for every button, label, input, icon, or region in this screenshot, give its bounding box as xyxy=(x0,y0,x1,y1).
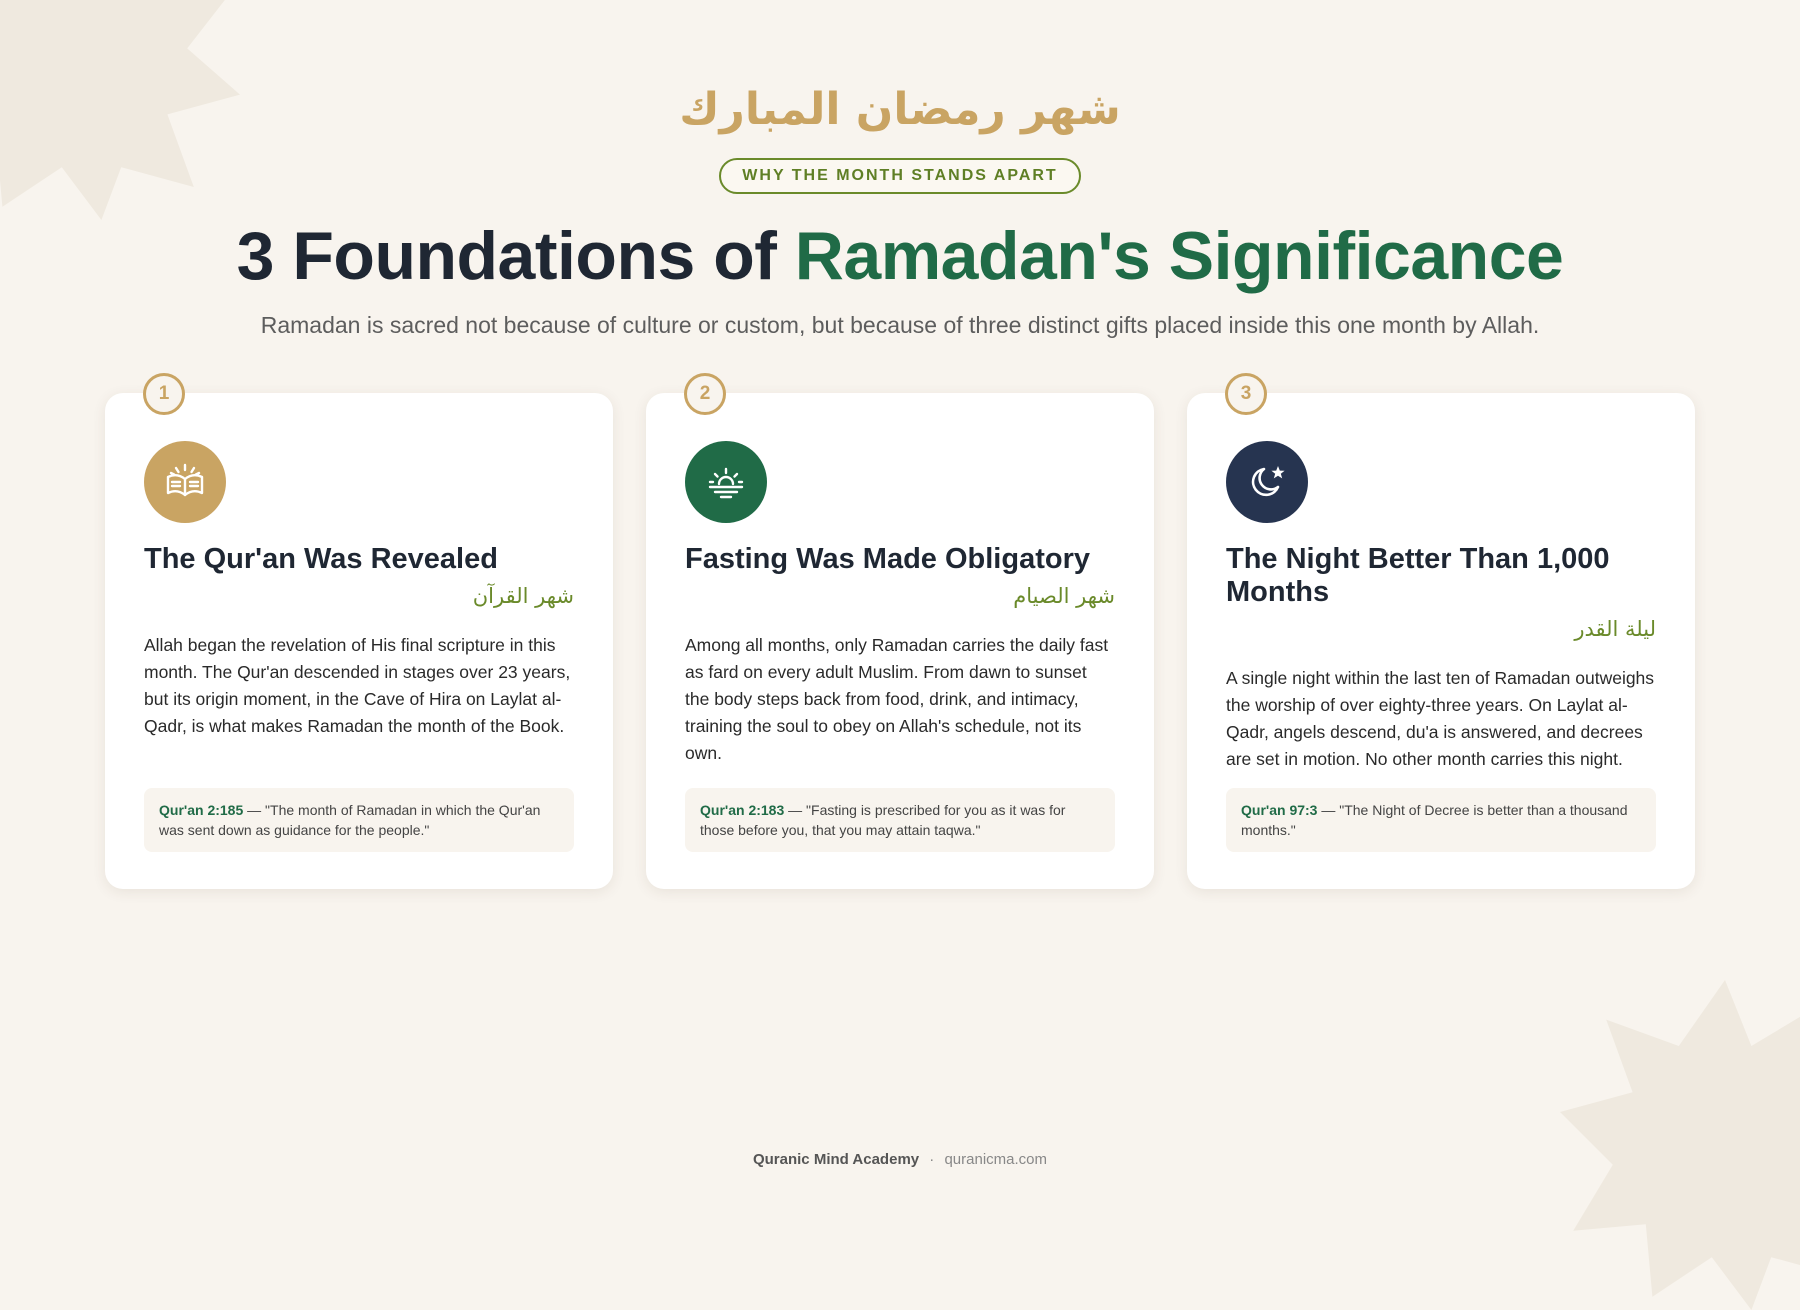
page-subtitle: Ramadan is sacred not because of culture or custom, but because of three distinct gifts placed inside this one month by Allah. xyxy=(260,312,1540,338)
verse-quote xyxy=(1226,788,1656,852)
verse-reference: Qur'an 97:3 xyxy=(1241,802,1318,818)
verse-text: — "The month of Ramadan in which the Qur'an was sent down as guidance for the people." xyxy=(159,802,541,838)
arabic-title: شهر رمضان المبارك xyxy=(679,84,1121,135)
card-night-of-decree xyxy=(1187,383,1695,889)
card-title: Fasting Was Made Obligatory xyxy=(685,543,1090,575)
card-arabic-label: ليلة القدر xyxy=(1574,617,1656,641)
footer-brand: Quranic Mind Academy xyxy=(752,1151,920,1168)
card-arabic-label: شهر الصيام xyxy=(1013,584,1115,608)
card-number-badge: 2 xyxy=(684,373,726,415)
card-fasting-obligatory xyxy=(646,383,1154,889)
card-description: Among all months, only Ramadan carries the daily fast as fard on every adult Muslim. From dawn to sunset the body steps back from food, drink, and intimacy, training the soul to obey on Allah's schedule, not its own. xyxy=(685,635,1109,763)
open-book-icon xyxy=(163,460,207,504)
verse-reference: Qur'an 2:185 xyxy=(159,802,244,818)
verse-text: — "The Night of Decree is better than a thousand months." xyxy=(1241,802,1628,838)
page-title-lead: 3 Foundations of xyxy=(236,218,795,294)
sunrise-icon xyxy=(704,460,748,504)
card-arabic-label: شهر القرآن xyxy=(472,584,574,608)
header xyxy=(0,78,1800,339)
verse-quote xyxy=(144,788,574,852)
verse-reference: Qur'an 2:183 xyxy=(700,802,785,818)
card-number-badge: 3 xyxy=(1225,373,1267,415)
page-title-accent: Ramadan's Significance xyxy=(794,218,1564,294)
card-description: A single night within the last ten of Ramadan outweighs the worship of over eighty-three years. On Laylat al-Qadr, angels descend, du'a is answered, and decrees are set in motion. No other month carries this night. xyxy=(1226,668,1655,769)
icon-badge xyxy=(144,441,226,523)
verse-quote xyxy=(685,788,1115,852)
eyebrow-badge: WHY THE MONTH STANDS APART xyxy=(719,158,1080,194)
moon-star-icon xyxy=(1245,460,1289,504)
icon-badge xyxy=(1226,441,1308,523)
page-title xyxy=(0,216,1800,296)
star-ornament-bottom-right xyxy=(1560,980,1800,1310)
card-quran-revealed xyxy=(105,383,613,889)
card-description: Allah began the revelation of His final scripture in this month. The Qur'an descended in stages over 23 years, but its origin moment, in the Cave of Hira on Laylat al-Qadr, is what makes Ramadan the month of the Book. xyxy=(144,635,571,736)
footer-url[interactable]: quranicma.com xyxy=(944,1151,1048,1168)
verse-text: — "Fasting is prescribed for you as it was for those before you, that you may attain taqwa." xyxy=(700,802,1066,838)
icon-badge xyxy=(685,441,767,523)
card-number-badge: 1 xyxy=(143,373,185,415)
footer-separator: · xyxy=(929,1151,935,1168)
card-title: The Night Better Than 1,000 Months xyxy=(1226,543,1610,608)
footer xyxy=(0,1151,1800,1168)
card-title: The Qur'an Was Revealed xyxy=(144,543,498,575)
